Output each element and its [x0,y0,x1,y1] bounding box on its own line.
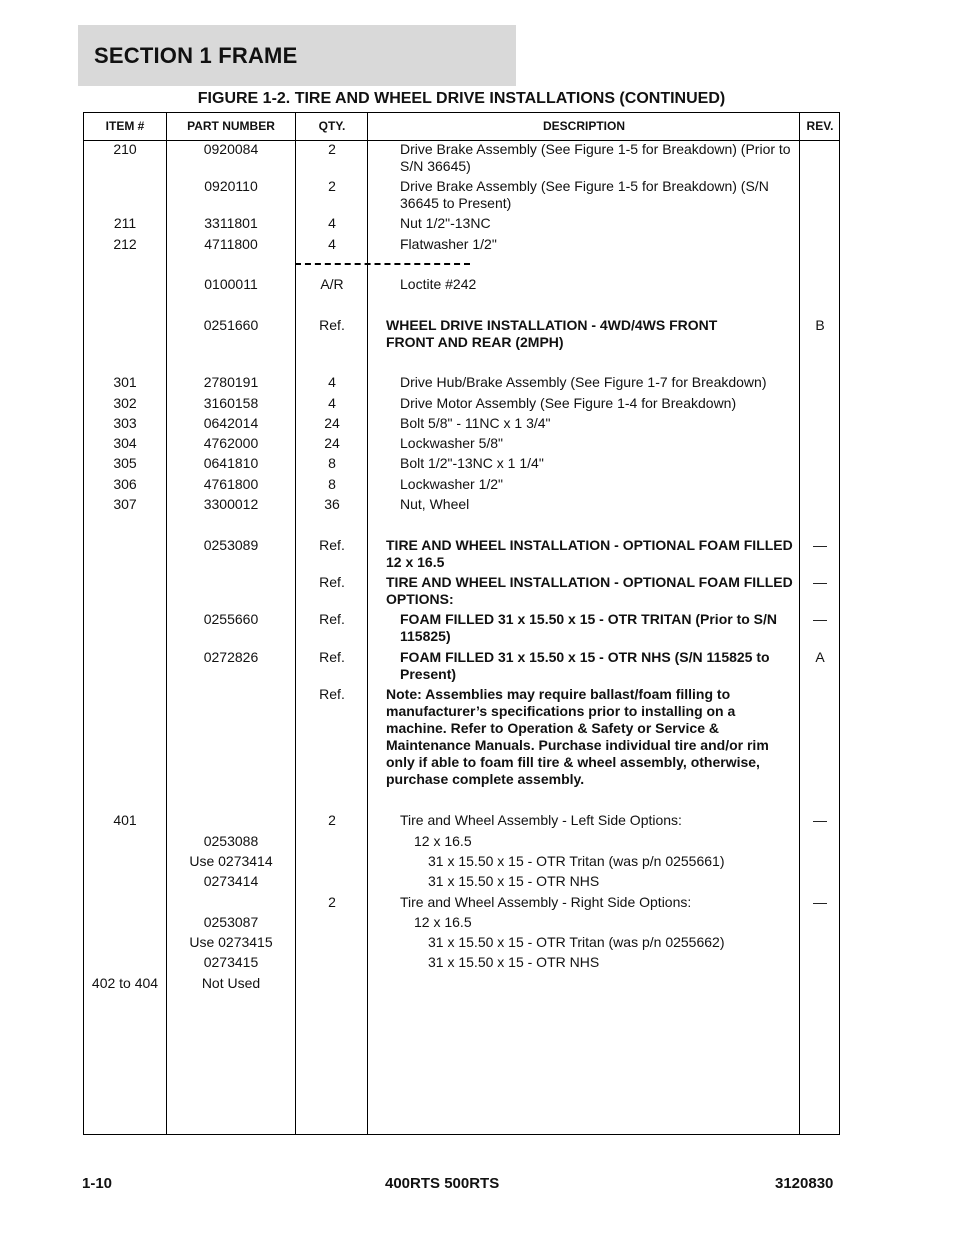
separator-line [295,263,470,265]
header-item: ITEM # [105,119,145,133]
description-cell: Drive Brake Assembly (See Figure 1-5 for Breakdown) (Prior to S/N 36645) [400,141,791,174]
description-cell: Note: Assemblies may require ballast/foam filling to manufacturer’s specifications prior to installing on a machine. Refer to Operation & Safety or Service & Maintenance Manuals. Purchase individual tire and/or rim only if able to foam fill tire & wheel assembly, otherwise, purchase complete assembly. [386,686,769,787]
part-number-cell: 3311801 [204,215,258,231]
item-number-cell: 301 [113,374,137,390]
quantity-cell: 36 [324,496,340,512]
description-cell: 31 x 15.50 x 15 - OTR NHS [428,954,600,970]
part-number-cell: Use 0273414 [189,853,273,869]
revision-cell: — [813,812,827,828]
description-cell: Bolt 1/2"-13NC x 1 1/4" [400,455,544,471]
part-number-cell: 0273414 [203,873,259,889]
description-cell: FOAM FILLED 31 x 15.50 x 15 - OTR TRITAN (Prior to S/N 115825) [400,611,778,644]
description-cell: TIRE AND WHEEL INSTALLATION - OPTIONAL FOAM FILLED OPTIONS: [386,574,793,607]
revision-cell: — [813,537,827,553]
description-cell: Drive Hub/Brake Assembly (See Figure 1-7 for Breakdown) [400,374,767,390]
quantity-cell: Ref. [319,686,345,702]
item-number-cell: 302 [113,395,137,411]
item-number-cell: 210 [113,141,137,157]
part-number-cell: Not Used [201,975,261,991]
revision-cell: B [815,317,825,333]
part-number-cell: 0253089 [203,537,259,553]
description-cell: Lockwasher 5/8" [400,435,504,451]
revision-cell: A [815,649,825,665]
quantity-cell: Ref. [319,649,345,665]
part-number-cell: 0273415 [203,954,259,970]
description-cell: Drive Brake Assembly (See Figure 1-5 for Breakdown) (S/N 36645 to Present) [400,178,769,211]
item-number-cell: 402 to 404 [91,975,159,991]
quantity-cell: 24 [324,435,340,451]
quantity-cell: 4 [328,236,336,252]
description-cell: Tire and Wheel Assembly - Right Side Options: [400,894,692,910]
part-number-cell: 0920110 [204,178,258,194]
description-cell: WHEEL DRIVE INSTALLATION - 4WD/4WS FRONT FRONT AND REAR (2MPH) [386,317,718,350]
description-cell: FOAM FILLED 31 x 15.50 x 15 - OTR NHS (S/N 115825 to Present) [400,649,770,682]
part-number-cell: 0920084 [203,141,259,157]
item-number-cell: 401 [113,812,137,828]
part-number-cell: 0253087 [203,914,259,930]
figure-title: FIGURE 1-2. TIRE AND WHEEL DRIVE INSTALLATIONS (CONTINUED) [197,90,726,107]
description-cell: Nut, Wheel [400,496,470,512]
description-cell: 12 x 16.5 [414,914,472,930]
item-number-cell: 305 [113,455,137,471]
description-cell: Bolt 5/8" - 11NC x 1 3/4" [400,415,551,431]
quantity-cell: 24 [324,415,340,431]
item-number-cell: 303 [113,415,137,431]
section-title: SECTION 1 FRAME [94,42,298,68]
description-cell: Lockwasher 1/2" [400,476,504,492]
quantity-cell: Ref. [319,537,345,553]
part-number-cell: 3160158 [203,395,259,411]
quantity-cell: 2 [328,141,336,157]
part-number-cell: 0272826 [203,649,259,665]
description-cell: 12 x 16.5 [414,833,472,849]
quantity-cell: 2 [328,178,336,194]
quantity-cell: 4 [328,374,336,390]
description-cell: 31 x 15.50 x 15 - OTR Tritan (was p/n 0255661) [428,853,725,869]
part-number-cell: 0253088 [203,833,259,849]
item-number-cell: 304 [113,435,137,451]
quantity-cell: Ref. [319,574,345,590]
item-number-cell: 307 [113,496,137,512]
part-number-cell: 3300012 [203,496,259,512]
part-number-cell: 0641810 [203,455,259,471]
part-number-cell: 4762000 [203,435,259,451]
part-number-cell: 4711800 [204,236,258,252]
part-number-cell: 2780191 [203,374,259,390]
description-cell: Tire and Wheel Assembly - Left Side Options: [400,812,682,828]
quantity-cell: Ref. [319,611,345,627]
part-number-cell: 0251660 [203,317,259,333]
header-qty: QTY. [318,119,346,133]
header-part-number: PART NUMBER [187,119,275,133]
revision-cell: — [813,894,827,910]
revision-cell: — [813,611,827,627]
quantity-cell: Ref. [319,317,345,333]
quantity-cell: 2 [328,894,336,910]
quantity-cell: A/R [320,276,344,292]
part-number-cell: Use 0273415 [189,934,273,950]
quantity-cell: 4 [328,215,336,231]
header-rev: REV. [806,119,834,133]
footer-page-number: 1-10 [82,1175,113,1192]
part-number-cell: 0255660 [203,611,259,627]
description-cell: Flatwasher 1/2" [400,236,497,252]
revision-cell: — [813,574,827,590]
description-cell: 31 x 15.50 x 15 - OTR NHS [428,873,600,889]
quantity-cell: 8 [328,476,336,492]
description-cell: TIRE AND WHEEL INSTALLATION - OPTIONAL FOAM FILLED 12 x 16.5 [386,537,793,570]
part-number-cell: 4761800 [203,476,259,492]
section-banner [78,25,516,86]
item-number-cell: 211 [113,215,137,231]
parts-table [83,112,840,1135]
description-cell: Nut 1/2"-13NC [400,215,491,231]
quantity-cell: 2 [328,812,336,828]
quantity-cell: 4 [328,395,336,411]
description-cell: 31 x 15.50 x 15 - OTR Tritan (was p/n 0255662) [428,934,725,950]
footer-doc-number: 3120830 [775,1175,834,1192]
item-number-cell: 212 [113,236,137,252]
item-number-cell: 306 [113,476,137,492]
description-cell: Drive Motor Assembly (See Figure 1-4 for Breakdown) [400,395,737,411]
description-cell: Loctite #242 [400,276,477,292]
part-number-cell: 0642014 [203,415,259,431]
footer-model: 400RTS 500RTS [385,1175,500,1192]
part-number-cell: 0100011 [204,276,258,292]
quantity-cell: 8 [328,455,336,471]
header-description: DESCRIPTION [542,119,625,133]
